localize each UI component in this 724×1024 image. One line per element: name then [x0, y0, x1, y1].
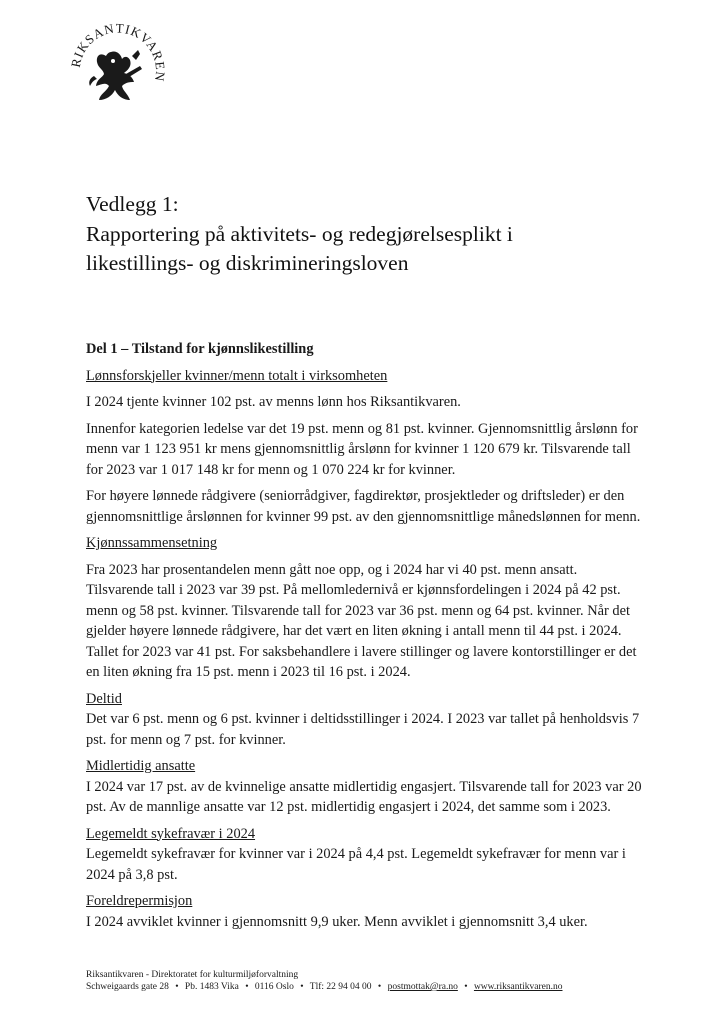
title-line-2: Rapportering på aktivitets- og redegjørelsesplikt i	[86, 221, 513, 246]
paragraph: For høyere lønnede rådgivere (seniorrådgiver, fagdirektør, prosjektleder og driftsleder) er den gjennomsnittlige årslønnen for kvinner 99 pst. av den gjennomsnittlige månedslønnen for menn.	[86, 488, 641, 525]
document-title	[86, 190, 646, 279]
logo	[66, 16, 170, 120]
paragraph: Innenfor kategorien ledelse var det 19 pst. menn og 81 pst. kvinner. Gjennomsnittlig årslønn for menn var 1 123 951 kr mens gjennomsnittlig årslønn for kvinner 1 120 679 kr. Tilsvarende tall for 2023 var 1 017 148 kr for menn og 1 070 224 kr for kvinner.	[86, 420, 638, 478]
subheading-pay: Lønnsforskjeller kvinner/menn totalt i virksomheten	[86, 367, 388, 384]
footer-address: Schweigaards gate 28	[86, 982, 169, 992]
footer-pobox: Pb. 1483 Vika	[184, 982, 239, 992]
title-line-3: likestillings- og diskrimineringsloven	[86, 251, 409, 275]
subheading-parttime: Deltid	[86, 690, 122, 707]
footer-separator: •	[464, 982, 468, 992]
subheading-sickleave: Legemeldt sykefravær i 2024	[86, 825, 256, 842]
document-body	[86, 339, 642, 938]
paragraph: Fra 2023 har prosentandelen menn gått noe opp, og i 2024 har vi 40 pst. menn ansatt. Tilsvarende tall i 2023 var 39 pst. På mellomledernivå er kjønnsfordelingen i 2024 på 42 pst. menn og 58 pst. kvinner. Tilsvarende tall for 2023 var 36 pst. menn og 64 pst. kvinner. Når det gjelder høyere lønnede rådgivere, har det vært en liten økning i antall menn til 44 pst. i 2024. Tallet for 2023 var 41 pst. For saksbehandlere i lavere stillinger og lavere kontorstillinger er det en liten økning fra 15 pst. menn i 2023 til 16 pst. i 2024.	[86, 561, 637, 680]
paragraph: Legemeldt sykefravær for kvinner var i 2024 på 4,4 pst. Legemeldt sykefravær for menn var i 2024 på 3,8 pst.	[86, 846, 626, 883]
footer-separator: •	[300, 982, 304, 992]
logo-text: RIKSANTIKVAREN	[67, 20, 169, 84]
paragraph: I 2024 tjente kvinner 102 pst. av menns lønn hos Riksantikvaren.	[86, 394, 461, 410]
section-heading: Del 1 – Tilstand for kjønnslikestilling	[86, 341, 314, 357]
footer-org: Riksantikvaren - Direktoratet for kulturmiljøforvaltning	[86, 970, 299, 980]
footer-contact	[86, 981, 686, 993]
paragraph: I 2024 var 17 pst. av de kvinnelige ansatte midlertidig engasjert. Tilsvarende tall for 2023 var 20 pst. Av de mannlige ansatte var 12 pst. midlertidig engasjert i 2024, det samme som i 2023.	[86, 778, 642, 815]
footer	[86, 969, 686, 993]
subheading-parental: Foreldrepermisjon	[86, 893, 193, 909]
subheading-gender: Kjønnssammensetning	[86, 535, 218, 551]
footer-email-link[interactable]: postmottak@ra.no	[387, 982, 458, 992]
title-line-1: Vedlegg 1:	[86, 192, 179, 216]
subheading-temporary: Midlertidig ansatte	[86, 758, 196, 774]
footer-website-link[interactable]: www.riksantikvaren.no	[473, 982, 563, 992]
paragraph: I 2024 avviklet kvinner i gjennomsnitt 9,9 uker. Menn avviklet i gjennomsnitt 3,4 uker.	[86, 913, 588, 930]
paragraph: Det var 6 pst. menn og 6 pst. kvinner i deltidsstillinger i 2024. I 2023 var tallet på henholdsvis 7 pst. for menn og 7 pst. for kvinner.	[86, 711, 640, 748]
footer-postal: 0116 Oslo	[254, 982, 294, 992]
footer-separator: •	[175, 982, 179, 992]
footer-separator: •	[245, 982, 249, 992]
footer-phone: Tlf: 22 94 04 00	[309, 982, 372, 992]
lion-crest-icon	[89, 50, 142, 100]
footer-separator: •	[377, 982, 382, 992]
